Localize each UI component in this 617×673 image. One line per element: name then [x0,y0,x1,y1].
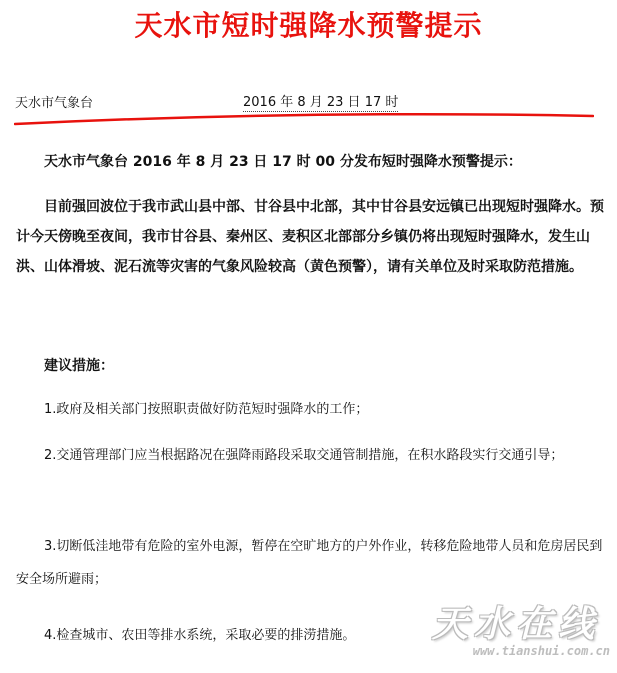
red-divider [14,112,594,126]
measures-heading: 建议措施： [44,358,114,374]
measure-item: 2.交通管理部门应当根据路况在强降雨路段采取交通管制措施，在积水路段实行交通引导； [44,448,564,463]
document-title: 天水市短时强降水预警提示 [134,9,483,42]
issuer: 天水市气象台 [15,96,94,111]
measure-item: 1.政府及相关部门按照职责做好防范短时强降水的工作； [44,402,369,417]
warning-body: 目前强回波位于我市武山县中部、甘谷县中北部，其中甘谷县安远镇已出现短时强降水。预计今天傍晚至夜间，我市甘谷县、秦州区、麦积区北部部分乡镇仍将出现短时强降水，发生山洪、山体滑坡、泥石流等灾害的气象风险较高（黄色预警），请有关单位及时采取防范措施。 [16,199,604,275]
watermark-text: 天水在线 [432,604,601,645]
watermark-url: www.tianshui.com.cn [472,644,610,658]
intro-paragraph: 天水市气象台 2016 年 8 月 23 日 17 时 00 分发布短时强降水预警提示： [44,154,522,170]
measure-item: 4.检查城市、农田等排水系统，采取必要的排涝措施。 [44,628,356,643]
measure-item: 3.切断低洼地带有危险的室外电源，暂停在空旷地方的户外作业，转移危险地带人员和危房居民到安全场所避雨； [16,539,603,587]
issue-date: 2016 年 8 月 23 日 17 时 [243,91,398,112]
